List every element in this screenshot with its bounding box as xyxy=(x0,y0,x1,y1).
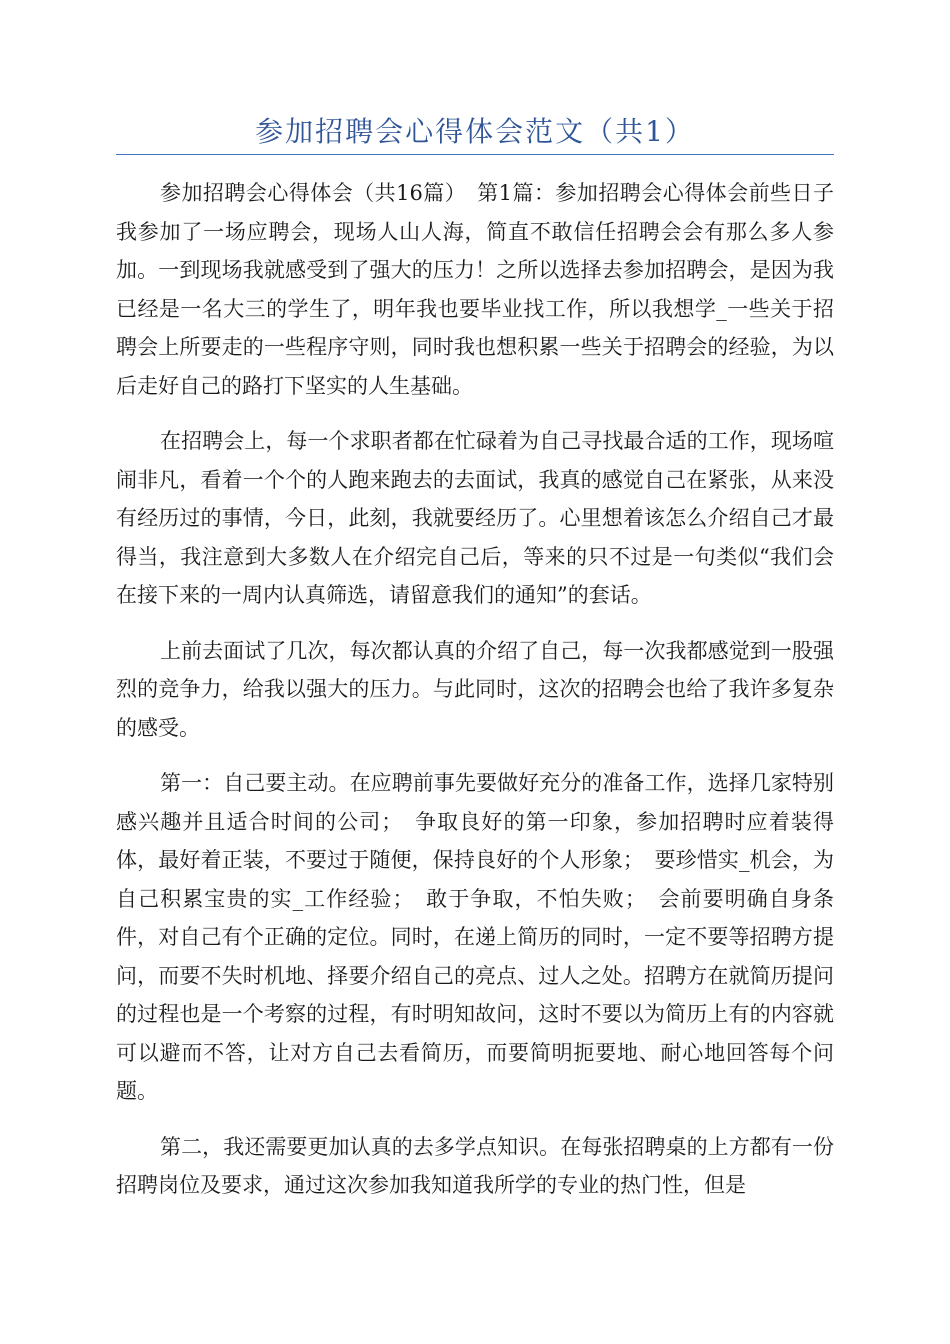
paragraph-2: 在招聘会上，每一个求职者都在忙碌着为自己寻找最合适的工作，现场喧闹非凡，看着一个个的人跑来跑去的去面试，我真的感觉自己在紧张，从来没有经历过的事情，今日，此刻，我就要经历了。心里想着该怎么介绍自己才最得当，我注意到大多数人在介绍完自己后，等来的只不过是一句类似“我们会在接下来的一周内认真筛选，请留意我们的通知”的套话。 xyxy=(116,429,834,607)
paragraph-1: 参加招聘会心得体会（共16篇） 第1篇：参加招聘会心得体会前些日子我参加了一场应聘会，现场人山人海，简直不敢信任招聘会会有那么多人参加。一到现场我就感受到了强大的压力！之所以选择去参加招聘会，是因为我已经是一名大三的学生了，明年我也要毕业找工作，所以我想学_一些关于招聘会上所要走的一些程序守则，同时我也想积累一些关于招聘会的经验，为以后走好自己的路打下坚实的人生基础。 xyxy=(116,181,834,398)
paragraph-3: 上前去面试了几次，每次都认真的介绍了自己，每一次我都感觉到一股强烈的竞争力，给我以强大的压力。与此同时，这次的招聘会也给了我许多复杂的感受。 xyxy=(116,638,834,740)
title-underline xyxy=(116,154,834,155)
paragraph-5: 第二，我还需要更加认真的去多学点知识。在每张招聘桌的上方都有一份招聘岗位及要求，通过这次参加我知道我所学的专业的热门性，但是 xyxy=(116,1134,834,1197)
paragraph-4: 第一：自己要主动。在应聘前事先要做好充分的准备工作，选择几家特别感兴趣并且适合时间的公司； 争取良好的第一印象，参加招聘时应着装得体，最好着正装，不要过于随便，保持良好的个人形象； 要珍惜实_机会，为自己积累宝贵的实_工作经验； 敢于争取，不怕失败； 会前要明确自身条件，对自己有个正确的定位。同时，在递上简历的同时，一定不要等招聘方提问，而要不失时机地、择要介绍自己的亮点、过人之处。招聘方在就简历提问的过程也是一个考察的过程，有时明知故问，这时不要以为简历上有的内容就可以避而不答，让对方自己去看简历，而要简明扼要地、耐心地回答每个问题。 xyxy=(116,771,834,1103)
document-title: 参加招聘会心得体会范文（共1） xyxy=(255,115,695,148)
document-body xyxy=(116,174,834,1222)
